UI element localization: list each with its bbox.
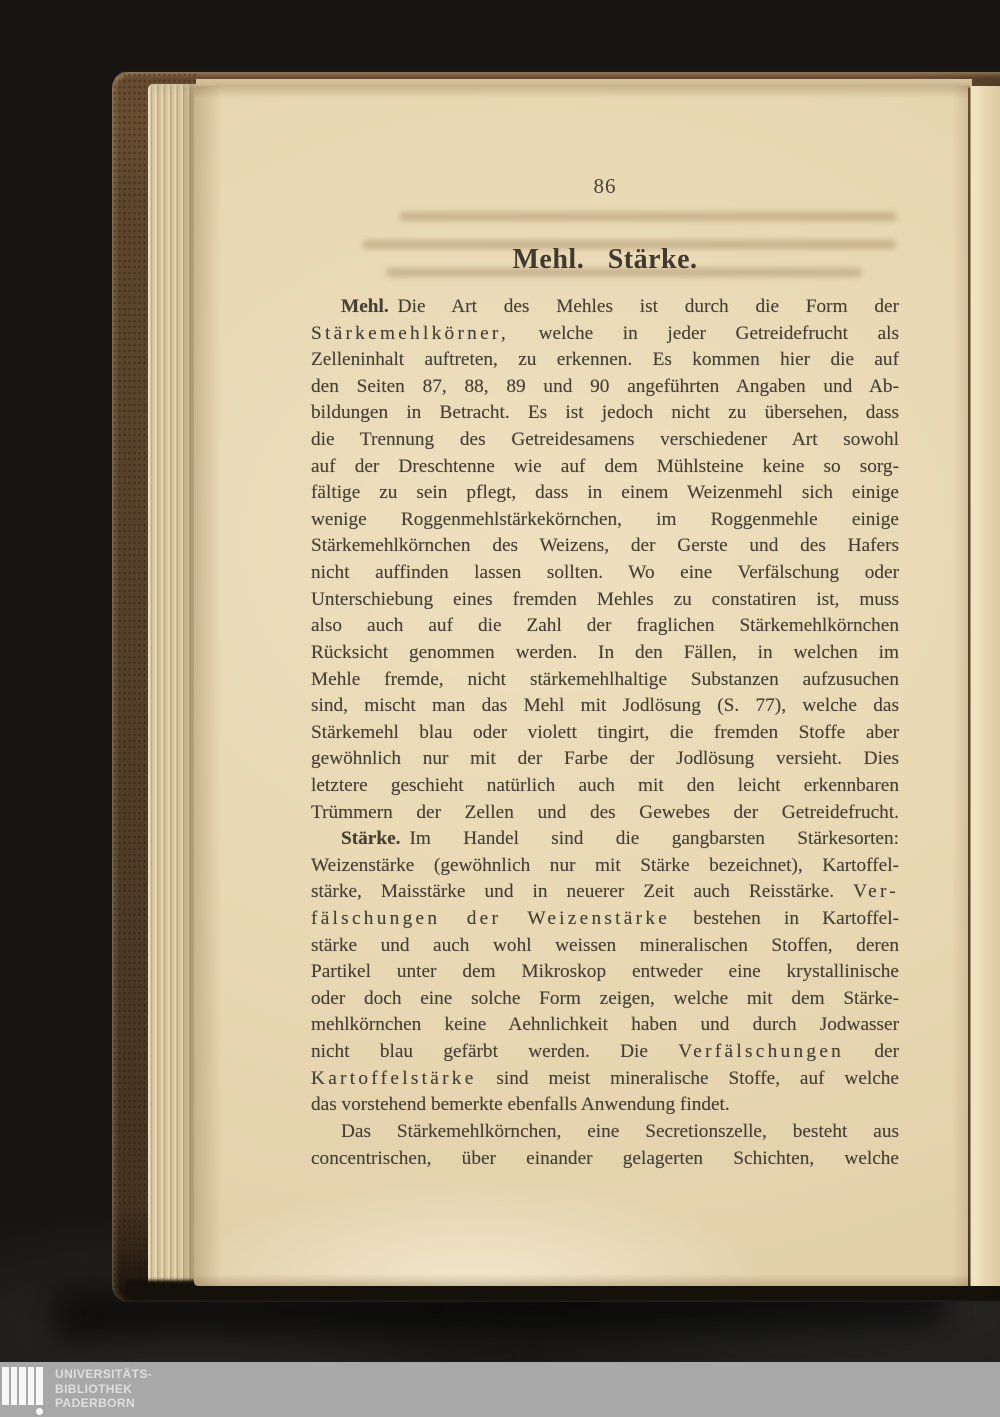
text-segment: oder doch eine solche Form zeigen, welche mit dem Stärke- xyxy=(311,987,899,1009)
text-line xyxy=(311,347,899,374)
text-line xyxy=(311,640,899,667)
text-line xyxy=(311,1119,899,1146)
text-line xyxy=(311,560,899,587)
text-line xyxy=(311,1146,899,1173)
letterspaced-word: Verfälschungen xyxy=(678,1041,845,1063)
text-segment: Trümmern der Zellen und des Gewebes der Getreidefrucht. xyxy=(311,801,899,823)
text-line xyxy=(311,587,899,614)
text-line xyxy=(311,986,899,1013)
facing-page-gutter xyxy=(968,86,1000,1286)
ub-paderborn-logo-bar xyxy=(28,1367,35,1405)
text-line xyxy=(311,720,899,747)
text-block xyxy=(311,294,899,1172)
text-segment: auf der Dreschtenne wie auf dem Mühlsteine keine so sorg- xyxy=(311,455,899,477)
text-line xyxy=(311,427,899,454)
text-segment: concentrischen, über einander gelagerten Schichten, welche xyxy=(311,1147,899,1169)
library-name xyxy=(55,1367,152,1411)
text-line xyxy=(311,693,899,720)
text-segment: bestehen in Kartoffel- xyxy=(670,908,899,930)
text-segment: Im Handel sind die gangbarsten Stärkesorten: xyxy=(409,828,899,850)
text-line xyxy=(311,853,899,880)
text-segment: also auch auf die Zahl der fraglichen Stärkemehlkörnchen xyxy=(311,615,899,637)
text-segment: Unterschiebung eines fremden Mehles zu constatiren ist, muss xyxy=(311,588,899,610)
text-line xyxy=(311,773,899,800)
text-line xyxy=(311,294,899,321)
letterspaced-word: fälschungen der Weizenstärke xyxy=(311,908,671,930)
text-segment: wenige Roggenmehlstärkekörnchen, im Roggenmehle einige xyxy=(311,508,899,530)
text-line xyxy=(311,1012,899,1039)
text-segment: gewöhnlich nur mit der Farbe der Jodlösung versieht. Dies xyxy=(311,748,899,770)
text-line xyxy=(311,613,899,640)
show-through-text xyxy=(399,212,897,221)
chapter-heading: Mehl. Stärke. xyxy=(512,244,698,275)
text-line xyxy=(311,933,899,960)
text-segment: Das Stärkemehlkörnchen, eine Secretionszelle, besteht aus xyxy=(341,1120,899,1142)
text-line xyxy=(311,959,899,986)
text-line xyxy=(311,1092,899,1119)
text-segment: stärke, Maisstärke und in neuerer Zeit auch Reisstärke. xyxy=(311,881,854,903)
text-segment: welche in jeder Getreidefrucht als xyxy=(508,322,899,344)
letterspaced-word: Ver- xyxy=(853,881,899,903)
text-line xyxy=(311,1066,899,1093)
text-line xyxy=(311,374,899,401)
text-segment: bildungen in Betracht. Es ist jedoch nicht zu übersehen, dass xyxy=(311,402,899,424)
ub-paderborn-logo-bar xyxy=(2,1367,9,1405)
letterspaced-word: Stärkemehlkörner, xyxy=(311,322,509,344)
text-segment: Stärkemehl blau oder violett tingirt, die fremden Stoffe aber xyxy=(311,721,899,743)
text-line xyxy=(311,826,899,853)
text-line xyxy=(311,746,899,773)
text-segment: mehlkörnchen keine Aehnlichkeit haben und durch Jodwasser xyxy=(311,1014,899,1036)
text-segment: nicht auffinden lassen sollten. Wo eine Verfälschung oder xyxy=(311,562,899,584)
text-line xyxy=(311,879,899,906)
text-line xyxy=(311,906,899,933)
ub-paderborn-logo-bar xyxy=(36,1367,43,1405)
library-name-line: BIBLIOTHEK xyxy=(55,1381,133,1396)
ub-paderborn-logo-bar xyxy=(19,1367,26,1405)
library-watermark xyxy=(0,1362,1000,1417)
text-segment: Partikel unter dem Mikroskop entweder eine krystallinische xyxy=(311,961,899,983)
text-segment: Mehle fremde, nicht stärkemehlhaltige Substanzen aufzusuchen xyxy=(311,668,899,690)
text-segment: Zelleninhalt auftreten, zu erkennen. Es kommen hier die auf xyxy=(311,349,899,371)
text-segment: Rücksicht genommen werden. In den Fällen, in welchen im xyxy=(311,641,899,663)
text-segment: Die Art des Mehles ist durch die Form der xyxy=(397,296,899,317)
text-line xyxy=(311,800,899,827)
text-segment: Weizenstärke (gewöhnlich nur mit Stärke bezeichnet), Kartoffel- xyxy=(311,854,899,876)
library-name-line: PADERBORN xyxy=(55,1396,136,1411)
text-line xyxy=(311,1039,899,1066)
page-stack-edges xyxy=(148,84,196,1290)
text-line xyxy=(311,667,899,694)
text-segment: fältige zu sein pflegt, dass in einem Weizenmehl sich einige xyxy=(311,482,899,504)
page-number: 86 xyxy=(593,174,617,198)
text-line xyxy=(311,454,899,481)
ub-paderborn-logo-dot xyxy=(36,1408,43,1415)
text-line xyxy=(311,480,899,507)
text-line xyxy=(311,507,899,534)
text-line xyxy=(311,400,899,427)
bold-word: Stärke. xyxy=(341,828,401,850)
library-name-line: UNIVERSITÄTS- xyxy=(55,1367,153,1381)
text-line xyxy=(311,321,899,348)
text-line xyxy=(311,533,899,560)
letterspaced-word: Kartoffelstärke xyxy=(311,1067,477,1089)
text-segment: letztere geschieht natürlich auch mit den leicht erkennbaren xyxy=(311,774,899,796)
bold-word: Mehl. xyxy=(341,296,389,317)
text-segment: sind meist mineralische Stoffe, auf welche xyxy=(476,1067,899,1089)
ub-paderborn-logo-bar xyxy=(11,1367,18,1405)
text-segment: sind, mischt man das Mehl mit Jodlösung (S. 77), welche das xyxy=(311,695,899,717)
book-page xyxy=(194,86,968,1286)
text-segment: das vorstehend bemerkte ebenfalls Anwendung findet. xyxy=(311,1094,730,1116)
text-segment: nicht blau gefärbt werden. Die xyxy=(311,1041,679,1063)
text-segment: stärke und auch wohl weissen mineralischen Stoffen, deren xyxy=(311,934,899,956)
text-segment: den Seiten 87, 88, 89 und 90 angeführten Angaben und Ab- xyxy=(311,375,899,397)
text-segment: der xyxy=(844,1041,899,1063)
text-segment: Stärkemehlkörnchen des Weizens, der Gerste und des Hafers xyxy=(311,535,899,557)
text-segment: die Trennung des Getreidesamens verschiedener Art sowohl xyxy=(311,429,899,451)
